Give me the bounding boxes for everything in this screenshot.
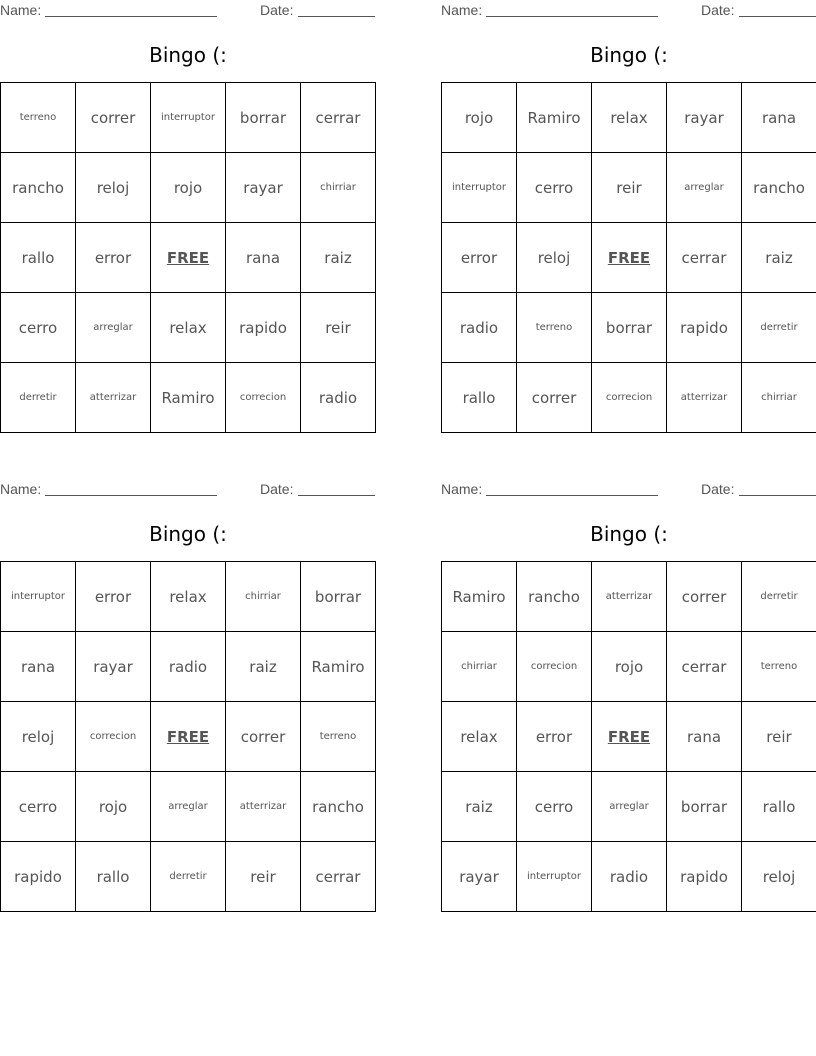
bingo-cell: rana [1, 632, 76, 702]
bingo-cell: rancho [301, 772, 376, 842]
bingo-cell: rancho [1, 153, 76, 223]
bingo-row [1, 702, 376, 772]
bingo-cell: arreglar [667, 153, 742, 223]
bingo-cell: rallo [442, 363, 517, 433]
date-field-line [739, 495, 816, 496]
bingo-cell: rapido [667, 293, 742, 363]
bingo-cell: correr [517, 363, 592, 433]
free-space-cell: FREE [592, 702, 667, 772]
bingo-row [1, 562, 376, 632]
bingo-row [442, 632, 816, 702]
bingo-cell: raiz [442, 772, 517, 842]
bingo-row [1, 293, 376, 363]
bingo-cell: atterrizar [592, 562, 667, 632]
bingo-cell: raiz [226, 632, 301, 702]
bingo-cell: raiz [301, 223, 376, 293]
bingo-cell: radio [151, 632, 226, 702]
bingo-cell: interruptor [151, 83, 226, 153]
bingo-cell: interruptor [442, 153, 517, 223]
bingo-cell: reloj [76, 153, 151, 223]
date-label: Date: [701, 481, 735, 497]
bingo-cell: rancho [517, 562, 592, 632]
bingo-cell: borrar [592, 293, 667, 363]
bingo-grid [441, 82, 816, 433]
bingo-grid [0, 82, 376, 433]
bingo-cell: chirriar [442, 632, 517, 702]
bingo-cell: rayar [226, 153, 301, 223]
bingo-cell: reir [742, 702, 816, 772]
bingo-cell: cerrar [301, 83, 376, 153]
bingo-cell: correr [667, 562, 742, 632]
bingo-row [442, 772, 816, 842]
bingo-cell: correcion [592, 363, 667, 433]
bingo-cell: Ramiro [301, 632, 376, 702]
bingo-cell: rojo [151, 153, 226, 223]
bingo-row [1, 83, 376, 153]
name-field-line [486, 495, 658, 496]
bingo-row [442, 363, 816, 433]
bingo-row [442, 223, 816, 293]
free-space-cell: FREE [151, 223, 226, 293]
bingo-cell: atterrizar [226, 772, 301, 842]
bingo-cell: rapido [226, 293, 301, 363]
bingo-cell: relax [592, 83, 667, 153]
bingo-cell: relax [151, 293, 226, 363]
name-label: Name: [0, 481, 42, 497]
bingo-cell: correcion [517, 632, 592, 702]
name-field-line [45, 16, 217, 17]
bingo-cell: borrar [226, 83, 301, 153]
bingo-row [442, 562, 816, 632]
card-title: Bingo (: [149, 522, 227, 546]
date-field-line [739, 16, 816, 17]
bingo-row [1, 223, 376, 293]
bingo-cell: derretir [742, 562, 816, 632]
bingo-cell: cerro [1, 772, 76, 842]
bingo-cell: radio [442, 293, 517, 363]
bingo-cell: rancho [742, 153, 816, 223]
bingo-cell: terreno [742, 632, 816, 702]
bingo-cell: cerrar [667, 223, 742, 293]
bingo-cell: radio [592, 842, 667, 912]
bingo-cell: rojo [592, 632, 667, 702]
bingo-cell: rallo [1, 223, 76, 293]
bingo-cell: rayar [667, 83, 742, 153]
bingo-cell: error [517, 702, 592, 772]
bingo-cell: correcion [226, 363, 301, 433]
bingo-row [1, 632, 376, 702]
date-label: Date: [701, 2, 735, 18]
bingo-cell: radio [301, 363, 376, 433]
bingo-cell: correr [76, 83, 151, 153]
date-field-line [298, 16, 375, 17]
bingo-cell: cerrar [667, 632, 742, 702]
bingo-row [1, 153, 376, 223]
bingo-cell: reloj [742, 842, 816, 912]
bingo-cell: borrar [667, 772, 742, 842]
bingo-row [442, 83, 816, 153]
bingo-cell: reir [301, 293, 376, 363]
bingo-cell: error [442, 223, 517, 293]
bingo-cell: rojo [76, 772, 151, 842]
name-date-header [0, 481, 376, 499]
bingo-cell: arreglar [76, 293, 151, 363]
name-field-line [486, 16, 658, 17]
free-space-cell: FREE [592, 223, 667, 293]
bingo-cell: cerro [517, 772, 592, 842]
bingo-cell: cerro [1, 293, 76, 363]
bingo-cell: correr [226, 702, 301, 772]
bingo-cell: arreglar [151, 772, 226, 842]
bingo-cell: chirriar [742, 363, 816, 433]
bingo-cell: Ramiro [151, 363, 226, 433]
bingo-cell: rallo [76, 842, 151, 912]
bingo-cell: borrar [301, 562, 376, 632]
name-date-header [0, 2, 376, 20]
bingo-cell: derretir [151, 842, 226, 912]
bingo-cell: arreglar [592, 772, 667, 842]
bingo-cell: chirriar [301, 153, 376, 223]
date-field-line [298, 495, 375, 496]
name-date-header [441, 481, 816, 499]
bingo-row [1, 363, 376, 433]
bingo-cell: reir [592, 153, 667, 223]
bingo-cell: terreno [517, 293, 592, 363]
bingo-row [442, 293, 816, 363]
bingo-cell: terreno [301, 702, 376, 772]
bingo-cell: raiz [742, 223, 816, 293]
card-title: Bingo (: [590, 522, 668, 546]
bingo-cell: rana [667, 702, 742, 772]
bingo-row [442, 702, 816, 772]
free-space-cell: FREE [151, 702, 226, 772]
date-label: Date: [260, 481, 294, 497]
bingo-cell: reloj [517, 223, 592, 293]
bingo-cell: correcion [76, 702, 151, 772]
card-title: Bingo (: [590, 43, 668, 67]
name-label: Name: [441, 2, 483, 18]
bingo-row [1, 842, 376, 912]
bingo-cell: relax [442, 702, 517, 772]
bingo-cell: rallo [742, 772, 816, 842]
bingo-cell: cerro [517, 153, 592, 223]
bingo-cell: reloj [1, 702, 76, 772]
bingo-cell: Ramiro [442, 562, 517, 632]
name-date-header [441, 2, 816, 20]
bingo-cell: relax [151, 562, 226, 632]
bingo-cell: chirriar [226, 562, 301, 632]
name-label: Name: [0, 2, 42, 18]
bingo-row [442, 842, 816, 912]
bingo-cell: rapido [1, 842, 76, 912]
bingo-row [442, 153, 816, 223]
bingo-cell: error [76, 562, 151, 632]
bingo-cell: atterrizar [76, 363, 151, 433]
bingo-grid [441, 561, 816, 912]
bingo-row [1, 772, 376, 842]
bingo-cell: rayar [76, 632, 151, 702]
name-field-line [45, 495, 217, 496]
bingo-cell: atterrizar [667, 363, 742, 433]
bingo-cell: rapido [667, 842, 742, 912]
bingo-cell: cerrar [301, 842, 376, 912]
bingo-cell: interruptor [1, 562, 76, 632]
bingo-cell: rojo [442, 83, 517, 153]
name-label: Name: [441, 481, 483, 497]
card-title: Bingo (: [149, 43, 227, 67]
bingo-cell: interruptor [517, 842, 592, 912]
bingo-cell: derretir [1, 363, 76, 433]
bingo-cell: rana [742, 83, 816, 153]
date-label: Date: [260, 2, 294, 18]
bingo-cell: rayar [442, 842, 517, 912]
bingo-cell: Ramiro [517, 83, 592, 153]
bingo-cell: rana [226, 223, 301, 293]
bingo-grid [0, 561, 376, 912]
bingo-cell: reir [226, 842, 301, 912]
bingo-cell: error [76, 223, 151, 293]
bingo-cell: derretir [742, 293, 816, 363]
bingo-cell: terreno [1, 83, 76, 153]
